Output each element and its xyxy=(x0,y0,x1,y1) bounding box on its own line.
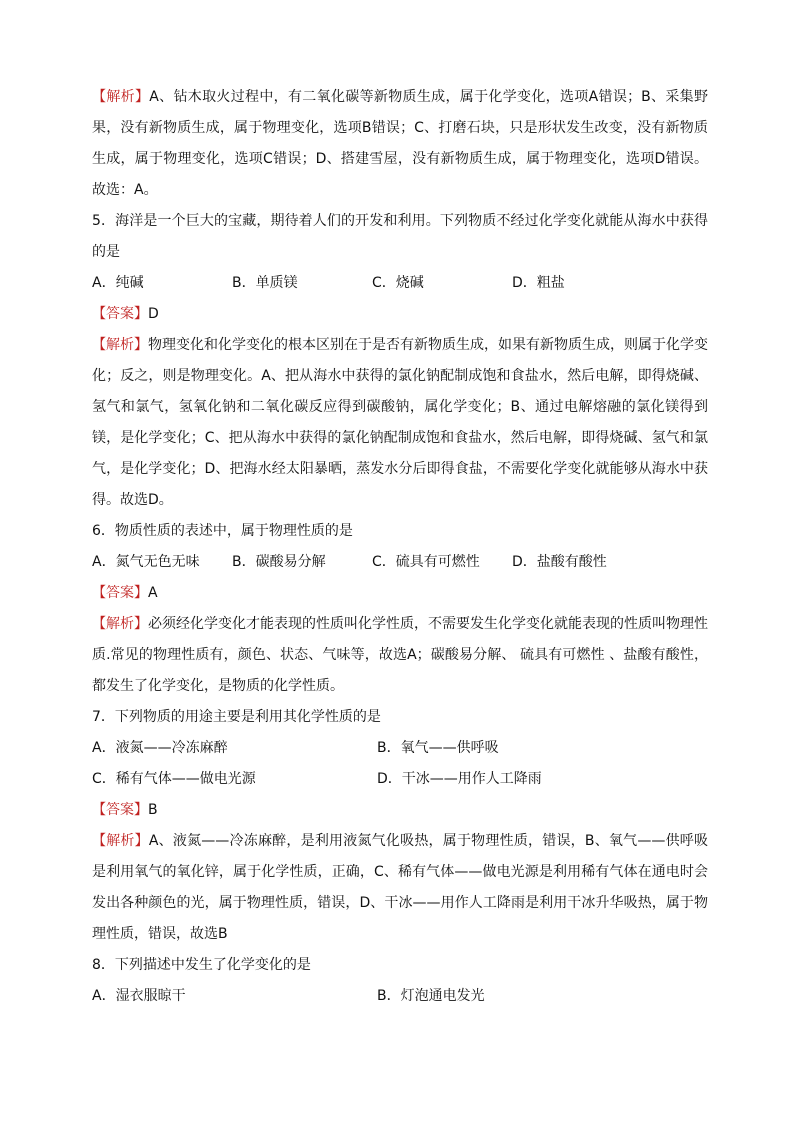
q5-answer-value: D xyxy=(148,306,159,322)
q8-stem: 8．下列描述中发生了化学变化的是 xyxy=(92,957,311,973)
analysis-tag: 【解析】 xyxy=(92,833,149,849)
q6-option-b: B．碳酸易分解 xyxy=(232,554,326,570)
q7-stem: 7．下列物质的用途主要是利用其化学性质的是 xyxy=(92,709,381,725)
q5-answer xyxy=(92,299,708,330)
q6-option-a: A．氮气无色无味 xyxy=(92,554,200,570)
q6-analysis xyxy=(92,609,708,702)
answer-tag: 【答案】 xyxy=(92,306,148,322)
q7-answer-value: B xyxy=(148,802,158,818)
q7-option-a: A．液氮——冷冻麻醉 xyxy=(92,740,228,756)
q6-answer xyxy=(92,578,708,609)
q6-analysis-text: 必须经化学变化才能表现的性质叫化学性质，不需要发生化学变化就能表现的性质叫物理性质.常见的物理性质有，颜色、状态、气味等，故选A；碳酸易分解、 硫具有可燃性 、盐酸有酸性，都发生了化学变化，是物质的化学性质。 xyxy=(92,616,708,694)
analysis-tag: 【解析】 xyxy=(92,89,150,105)
answer-tag: 【答案】 xyxy=(92,802,148,818)
answer-tag: 【答案】 xyxy=(92,585,148,601)
q8-option-b: B．灯泡通电发光 xyxy=(377,988,485,1004)
q4-analysis-text: A、钻木取火过程中，有二氧化碳等新物质生成，属于化学变化，选项A错误；B、采集野果，没有新物质生成，属于物理变化，选项B错误；C、打磨石块，只是形状发生改变，没有新物质生成，属于物理变化，选项C错误；D、搭建雪屋，没有新物质生成，属于物理变化，选项D错误。故选：A。 xyxy=(92,89,708,198)
q7-options-row1 xyxy=(92,733,708,764)
q5-stem: 5．海洋是一个巨大的宝藏，期待着人们的开发和利用。下列物质不经过化学变化就能从海水中获得的是 xyxy=(92,213,708,260)
q7-analysis xyxy=(92,826,708,950)
q6-option-c: C．硫具有可燃性 xyxy=(372,554,480,570)
q7-answer xyxy=(92,795,708,826)
q5-analysis-text: 物理变化和化学变化的根本区别在于是否有新物质生成，如果有新物质生成，则属于化学变化；反之，则是物理变化。A、把从海水中获得的氯化钠配制成饱和食盐水，然后电解，即得烧碱、氢气和氯气，氢氧化钠和二氧化碳反应得到碳酸钠，属化学变化；B、通过电解熔融的氯化镁得到镁，是化学变化；C、把从海水中获得的氯化钠配制成饱和食盐水，然后电解，即得烧碱、氢气和氯气，是化学变化；D、把海水经太阳暴晒，蒸发水分后即得食盐，不需要化学变化就能够从海水中获得。故选D。 xyxy=(92,337,708,508)
q5-option-b: B．单质镁 xyxy=(232,275,298,291)
q6-stem: 6．物质性质的表述中，属于物理性质的是 xyxy=(92,523,353,539)
q5-option-c: C．烧碱 xyxy=(372,275,424,291)
q6-answer-value: A xyxy=(148,585,158,601)
q7-analysis-text: A、液氮——冷冻麻醉，是利用液氮气化吸热，属于物理性质，错误，B、氧气——供呼吸是利用氧气的氧化锌，属于化学性质，正确，C、稀有气体——做电光源是利用稀有气体在通电时会发出各种颜色的光，属于物理性质，错误，D、干冰——用作人工降雨是利用干冰升华吸热，属于物理性质，错误，故选B xyxy=(92,833,709,942)
q5-analysis xyxy=(92,330,708,516)
q7-option-d: D．干冰——用作人工降雨 xyxy=(377,771,542,787)
q5-options xyxy=(92,268,708,299)
q6-options xyxy=(92,547,708,578)
analysis-tag: 【解析】 xyxy=(92,337,148,353)
q7-options-row2 xyxy=(92,764,708,795)
q8-option-a: A．湿衣服晾干 xyxy=(92,988,186,1004)
q5-option-a: A．纯碱 xyxy=(92,275,144,291)
q7-option-c: C．稀有气体——做电光源 xyxy=(92,771,256,787)
q6-option-d: D．盐酸有酸性 xyxy=(512,554,607,570)
q8-options-row1 xyxy=(92,981,708,1012)
analysis-tag: 【解析】 xyxy=(92,616,148,632)
q4-analysis xyxy=(92,82,708,206)
q5-option-d: D．粗盐 xyxy=(512,275,565,291)
q7-option-b: B．氧气——供呼吸 xyxy=(377,740,499,756)
